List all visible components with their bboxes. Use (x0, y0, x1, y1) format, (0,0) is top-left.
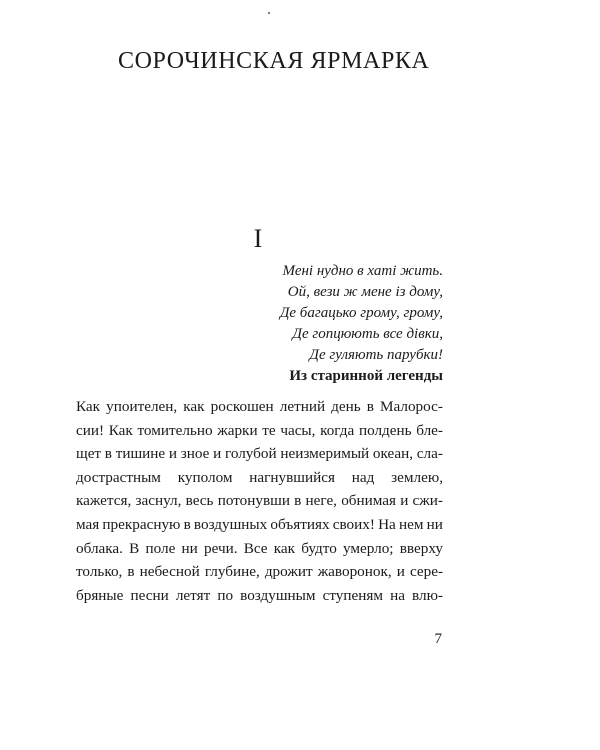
body-paragraph (76, 395, 443, 607)
text-line: дострастным куполом нагнувшийся над землею, (76, 468, 443, 486)
text-line: облака. В поле ни речи. Все как будто умерло; вверху (76, 539, 443, 557)
text-line: сии! Как томительно жарки те часы, когда полдень бле- (76, 421, 443, 439)
epigraph-line: Де гопцюють все дівки, (292, 326, 443, 342)
epigraph-line: Де багацько грому, грому, (279, 305, 443, 321)
print-speck (268, 12, 270, 14)
text-line: Как упоителен, как роскошен летний день в Малорос- (76, 398, 443, 415)
epigraph-line: Де гуляють парубки! (309, 347, 443, 363)
text-line: мая прекрасную в воздушных объятиях своих! На нем ни (76, 515, 443, 533)
epigraph-source: Из старинной легенды (289, 368, 443, 384)
page-number: 7 (434, 631, 442, 647)
text-line: щет в тишине и зное и голубой неизмеримый океан, сла- (76, 445, 443, 463)
text-line: бряные песни летят по воздушным ступеням на влю- (76, 586, 443, 604)
chapter-number: I (253, 224, 263, 253)
story-title: СОРОЧИНСКАЯ ЯРМАРКА (118, 48, 430, 74)
text-line: только, в небесной глубине, дрожит жаворонок, и сере- (76, 563, 443, 581)
epigraph-line: Ой, вези ж мене із дому, (287, 284, 443, 300)
epigraph (183, 261, 443, 387)
text-line: кажется, заснул, весь потонувши в неге, обнимая и сжи- (76, 492, 443, 510)
epigraph-line: Мені нудно в хаті жить. (282, 263, 443, 279)
